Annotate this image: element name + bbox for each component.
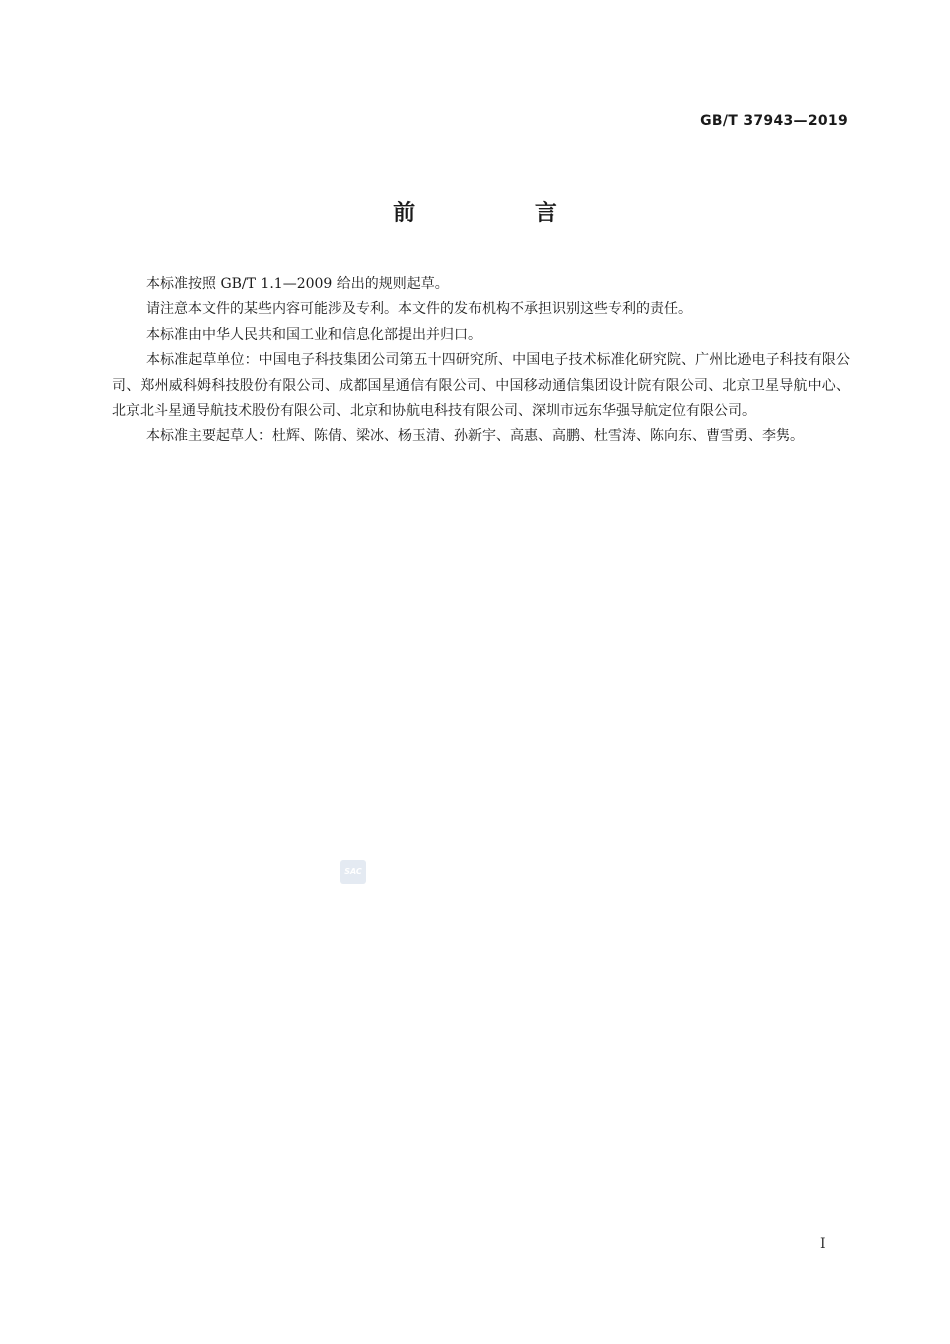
sac-watermark-logo xyxy=(340,860,366,884)
page-title: 前 言 xyxy=(393,201,613,226)
paragraph-patent-notice: 请注意本文件的某些内容可能涉及专利。本文件的发布机构不承担识别这些专利的责任。 xyxy=(146,301,692,318)
sac-watermark-text: SAC xyxy=(344,867,362,876)
paragraph-proposer: 本标准由中华人民共和国工业和信息化部提出并归口。 xyxy=(146,326,482,343)
paragraph-drafting-units: 本标准起草单位：中国电子科技集团公司第五十四研究所、中国电子技术标准化研究院、广州比逊电子科技有限公司、郑州威科姆科技股份有限公司、成都国星通信有限公司、中国移动通信集团设计院有限公司、北京卫星导航中心、北京北斗星通导航技术股份有限公司、北京和协航电科技有限公司、深圳市远东华强导航定位有限公司。 xyxy=(112,352,850,420)
foreword-body xyxy=(112,272,850,450)
paragraph-drafters: 本标准主要起草人：杜辉、陈倩、梁冰、杨玉清、孙新宇、高惠、高鹏、杜雪涛、陈向东、曹雪勇、李隽。 xyxy=(146,428,804,445)
standard-code: GB/T 37943—2019 xyxy=(700,113,848,129)
paragraph-drafting-rules: 本标准按照 GB/T 1.1—2009 给出的规则起草。 xyxy=(146,276,449,292)
page-number: I xyxy=(820,1236,826,1252)
